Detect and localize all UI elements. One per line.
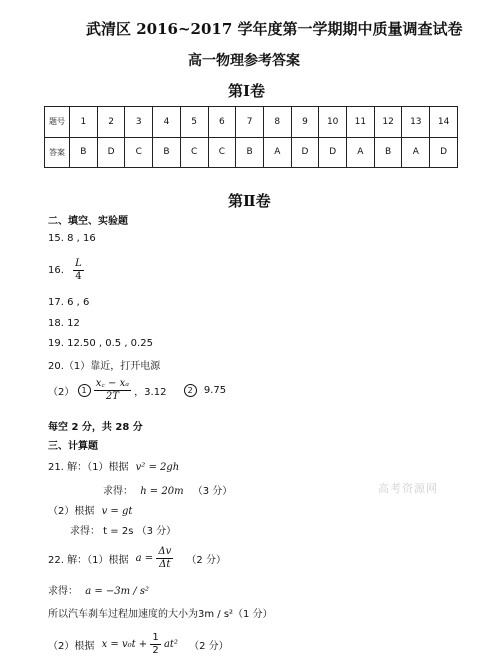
answer-16 [48,258,84,283]
table-cell: 11 [347,107,375,138]
watermark: 高考资源网 [378,482,438,495]
table-cell: A [402,137,430,168]
equation-lhs: a = [135,553,154,564]
table-cell: B [153,137,181,168]
table-cell: 14 [430,107,458,138]
table-cell: 6 [208,107,236,138]
table-row [45,107,458,138]
score-note: 每空 2 分，共 28 分 [48,422,143,433]
equation-rhs: at² [163,639,178,650]
table-cell: 9 [291,107,319,138]
table-cell: C [180,137,208,168]
table-cell: 12 [374,107,402,138]
answer-16-label: 16. [48,265,64,276]
part-one-heading: 第Ⅰ卷 [228,82,266,100]
table-cell: 5 [180,107,208,138]
table-cell: A [347,137,375,168]
step-label: 21. 解：（1）根据 [48,462,129,473]
table-cell: D [430,137,458,168]
table-cell: 3 [125,107,153,138]
equation: v = gt [101,506,133,517]
document-title: 武清区 2016~2017 学年度第一学期期中质量调查试卷 [86,20,463,38]
step-label: （2）根据 [48,641,95,652]
answer-22-line4 [48,632,229,657]
table-cell: C [125,137,153,168]
answer-15: 15. 8 , 16 [48,233,96,244]
points: （3 分） [192,486,233,497]
table-cell: D [97,137,125,168]
table-row [45,137,458,168]
row-label-answer: 答案 [45,137,70,168]
numerator: Δv [158,546,172,557]
part-two-heading: 第Ⅱ卷 [228,192,271,210]
answer-22-line3: 所以汽车刹车过程加速度的大小为3m / s²（1 分） [48,609,273,620]
answer-18: 18. 12 [48,318,80,329]
fraction [150,632,160,657]
table-cell: 2 [97,107,125,138]
answer-21-line4: 求得： t = 2s （3 分） [70,526,177,537]
document-subtitle: 高一物理参考答案 [188,53,300,69]
table-cell: B [236,137,264,168]
numerator: L [75,258,82,269]
answer-21-line2 [103,482,232,497]
denominator: 2T [105,391,119,402]
table-cell: A [263,137,291,168]
points: （2 分） [189,641,229,652]
table-cell: B [70,137,98,168]
table-cell: 8 [263,107,291,138]
table-cell: 4 [153,107,181,138]
row-label-number: 题号 [45,107,70,138]
answer-22-line1 [48,546,226,571]
equation: a = −3m / s² [85,586,149,597]
answer-20-part2 [48,378,226,403]
fraction [94,378,131,403]
answer-19: 19. 12.50 , 0.5 , 0.25 [48,338,153,349]
equation: h = 20m [140,486,184,497]
answer-21-line1 [48,458,179,473]
step-label: （2）根据 [48,506,95,517]
table-cell: 13 [402,107,430,138]
table-cell: D [291,137,319,168]
answer-table [44,106,458,168]
step-label: 求得： [48,586,78,597]
table-cell: 1 [70,107,98,138]
table-cell: D [319,137,347,168]
step-label: 求得： [103,486,133,497]
table-cell: 10 [319,107,347,138]
value: ，3.12 [134,387,167,398]
numerator: 1 [152,632,159,643]
step-label: 22. 解：（1）根据 [48,555,129,566]
fraction [73,258,84,283]
denominator: 4 [75,271,82,282]
circled-number: 2 [184,384,197,397]
numerator: x꜀ − xₐ [95,378,129,389]
answer-21-line3 [48,502,132,517]
answer-20-part1: 20.（1）靠近，打开电源 [48,361,161,372]
equation-lhs: x = v₀t + [101,639,148,650]
section-heading-fill: 二、填空、实验题 [48,216,128,227]
points: （2 分） [186,555,226,566]
equation: v² = 2gh [135,462,180,473]
fraction [156,546,173,571]
table-cell: C [208,137,236,168]
answer-17: 17. 6 , 6 [48,297,90,308]
value: 9.75 [203,385,227,396]
answer-22-line2 [48,582,149,597]
table-cell: 7 [236,107,264,138]
table-cell: B [374,137,402,168]
denominator: Δt [159,559,171,570]
denominator: 2 [152,645,159,656]
circled-number: 1 [78,384,91,397]
part-label: （2） [48,387,75,398]
section-heading-calc: 三、计算题 [48,441,98,452]
